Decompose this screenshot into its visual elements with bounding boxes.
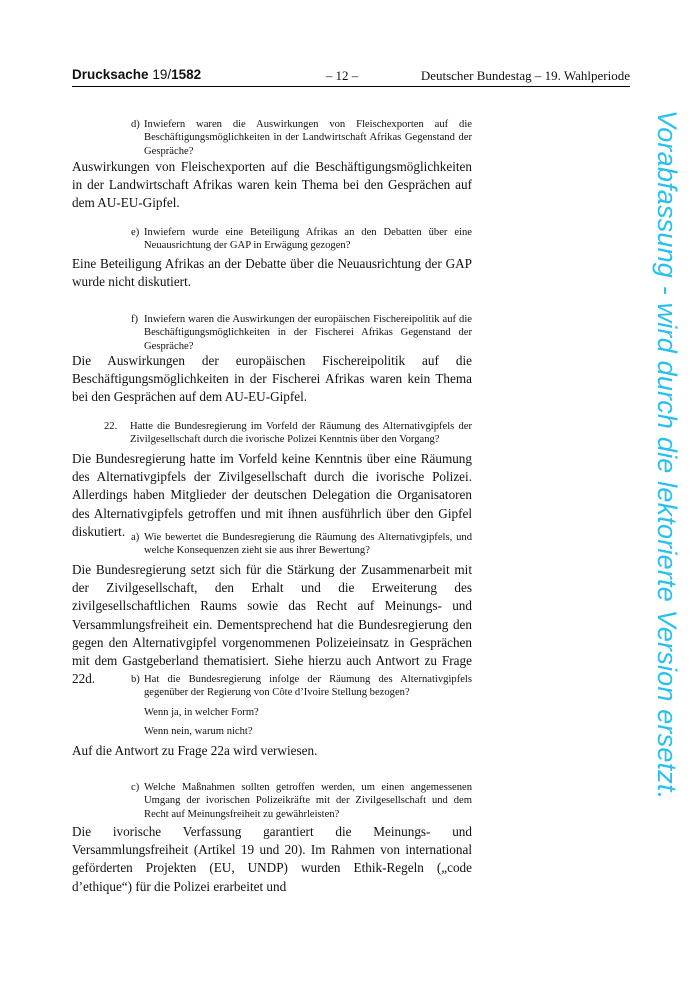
draft-watermark <box>646 110 686 880</box>
answer-22c: Die ivorische Verfassung garantiert die Meinungs- und Versammlungsfreiheit (Artikel 19 und 20). Im Rahmen von international geförderten Projekten (EU, UNDP) wurden Ethik-Regeln („code d’ethique“) für die Polizei erarbeitet und <box>72 824 472 894</box>
answer-e: Eine Beteiligung Afrikas an der Debatte über die Neuausrichtung der GAP wurde nicht diskutiert. <box>72 256 472 290</box>
question-text: Welche Maßnahmen sollten getroffen werden, um einen angemessenen Umgang der ivorischen Polizeikräfte mit der Zivilgesellschaft und dem Recht auf Meinungsfreiheit zu gewährleisten? <box>144 782 472 820</box>
page-header <box>72 66 630 87</box>
question-label: e) <box>131 227 140 238</box>
question-text: Wie bewertet die Bundesregierung die Räumung des Alternativgipfels, und welche Konsequenzen zieht sie aus ihrer Bewertung? <box>144 532 472 557</box>
answer-22a: Die Bundesregierung setzt sich für die Stärkung der Zusammenarbeit mit der Zivilgesellschaft, den Erhalt und die Erweiterung des zivilgesellschaftlichen Raums sowie das Recht auf Meinungs- und Versammlungsfreiheit ein. Dementsprechend hat die Bundesregierung den gegen den Alternativgipfel vorgenommenen Polizeieinsatz in Gesprächen mit dem Gastgeberland thematisiert. Siehe hierzu auch Antwort zu Frage 22d. <box>72 562 472 687</box>
question-label: c) <box>131 782 140 793</box>
document-number <box>72 67 201 82</box>
answer-22: Die Bundesregierung hatte im Vorfeld keine Kenntnis über eine Räumung des Alternativgipfels der Zivilgesellschaft durch die ivorische Polizei. Allerdings haben Mitglieder der deutschen Delegation die Organisatoren des Alternativgipfels getroffen und mit ihnen ausführlich über den Gipfel diskutiert. <box>72 451 472 539</box>
question-22c <box>131 781 472 821</box>
page-number: – 12 – <box>325 68 359 83</box>
question-label: f) <box>131 314 139 325</box>
question-text: Hatte die Bundesregierung im Vorfeld der Räumung des Alternativgipfels der Zivilgesellschaft durch die ivorische Polizei Kenntnis über den Vorgang? <box>130 421 472 446</box>
draft-watermark-text: Vorabfassung - wird durch die lektorierte Version ersetzt. <box>652 110 682 800</box>
question-22a <box>131 531 472 558</box>
question-22b-if-yes: Wenn ja, in welcher Form? <box>144 707 259 718</box>
answer-d: Auswirkungen von Fleischexporten auf die Beschäftigungsmöglichkeiten in der Landwirtschaft Afrikas waren kein Thema bei den Gesprächen auf dem AU-EU-Gipfel. <box>72 159 472 211</box>
question-22b <box>131 673 472 700</box>
question-e <box>131 226 472 253</box>
answer-22b: Auf die Antwort zu Frage 22a wird verwiesen. <box>72 743 318 758</box>
question-label: 22. <box>104 421 118 432</box>
question-22b-if-no: Wenn nein, warum nicht? <box>144 726 253 737</box>
question-text: Hat die Bundesregierung infolge der Räumung des Alternativgipfels gegenüber der Regierung von Côte d’Ivoire Stellung bezogen? <box>144 674 472 699</box>
question-d <box>131 118 472 158</box>
question-label: a) <box>131 532 140 543</box>
question-label: d) <box>131 119 140 130</box>
question-22 <box>104 420 472 447</box>
document-session: 19/ <box>152 67 172 82</box>
document-id: 1582 <box>171 67 202 82</box>
publisher: Deutscher Bundestag – 19. Wahlperiode <box>420 68 630 83</box>
question-label: b) <box>131 674 140 685</box>
question-text: Inwiefern waren die Auswirkungen von Fleischexporten auf die Beschäftigungsmöglichkeiten in der Landwirtschaft Afrikas Gegenstand der Gespräche? <box>144 119 472 157</box>
document-label: Drucksache <box>72 67 149 82</box>
answer-f: Die Auswirkungen der europäischen Fischereipolitik auf die Beschäftigungsmöglichkeiten in der Fischerei Afrikas waren kein Thema bei den Gesprächen auf dem AU-EU-Gipfel. <box>72 353 472 405</box>
question-text: Inwiefern wurde eine Beteiligung Afrikas an den Debatten über eine Neuausrichtung der GAP in Erwägung gezogen? <box>144 227 472 252</box>
question-f <box>131 313 472 353</box>
question-text: Inwiefern waren die Auswirkungen der europäischen Fischereipolitik auf die Beschäftigungsmöglichkeiten in der Fischerei Afrikas Gegenstand der Gespräche? <box>144 314 472 352</box>
